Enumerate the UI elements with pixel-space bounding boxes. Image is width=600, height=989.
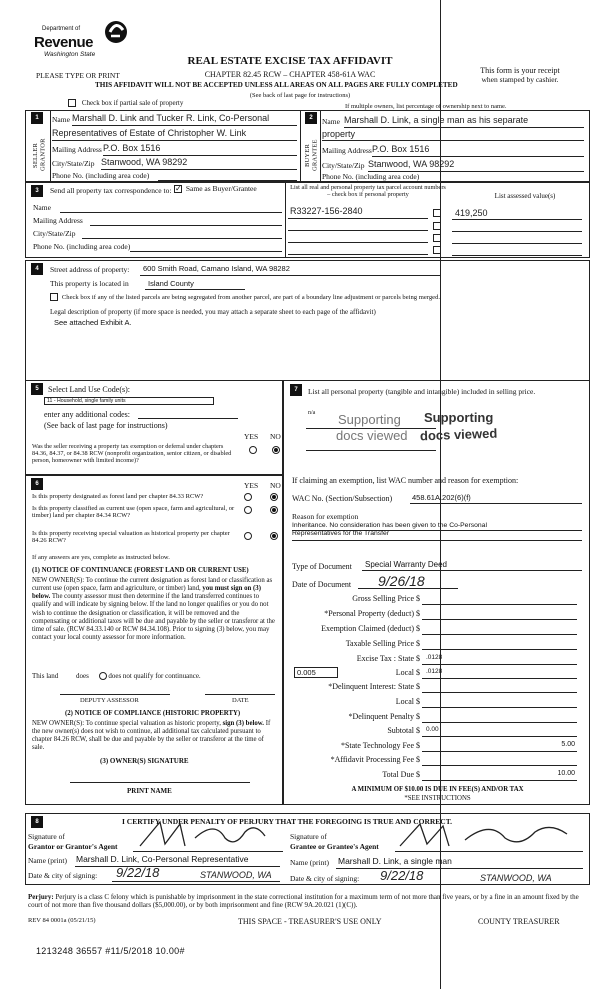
notice-continuance-b: you must sign on (3) below.	[32, 585, 261, 601]
corr-name-label: Name	[33, 203, 51, 212]
tax-row-value[interactable]: 5.00	[561, 741, 575, 748]
s6-no-header: NO	[270, 481, 281, 490]
stamp-supporting: Supporting	[424, 410, 494, 425]
grantee-date[interactable]: 9/22/18	[380, 868, 424, 883]
buyer-mail[interactable]: P.O. Box 1516	[372, 144, 430, 154]
current-use-question: Is this property classified as current use (open space, farm and agricultural, or timber) land per chapter 84.34 RCW?	[32, 505, 235, 520]
seller-name-label: Name	[52, 115, 70, 124]
grantor-sig-label-1: Signature of	[28, 832, 65, 841]
grantee-city[interactable]: STANWOOD, WA	[480, 873, 552, 883]
personal-property-value[interactable]: n/a	[308, 410, 316, 416]
doc-date-line	[358, 588, 458, 589]
same-as-label: Same as Buyer/Grantee	[185, 184, 257, 193]
dept-small: Department of	[42, 26, 81, 32]
corr-mail-label: Mailing Address	[33, 216, 83, 225]
buyer-mail-line	[372, 156, 584, 157]
county-treasurer: COUNTY TREASURER	[478, 917, 560, 926]
partial-sale-checkbox[interactable]	[68, 99, 76, 107]
tax-row-line	[422, 722, 577, 723]
personal-prop-checkbox-4[interactable]	[433, 246, 441, 254]
tax-row-label: *State Technology Fee $	[340, 741, 420, 750]
forest-land-question: Is this property designated as forest land per chapter 84.33 RCW?	[32, 493, 204, 500]
buyer-mail-label: Mailing Address	[322, 146, 372, 155]
street-line	[140, 275, 440, 276]
segregated-row	[50, 293, 580, 302]
tax-row-line	[422, 664, 577, 665]
seller-name-line-1	[72, 125, 297, 126]
minimum-due-note: A MINIMUM OF $10.00 IS DUE IN FEE(S) AND/OR TAX	[351, 786, 524, 793]
wac-line	[410, 503, 582, 504]
buyer-name-line-1	[344, 127, 584, 128]
parcel-line-4	[288, 254, 428, 255]
grantor-sig-label-2: Grantor or Grantor's Agent	[28, 842, 118, 851]
tax-row-label: Local $	[395, 668, 420, 677]
form-title: REAL ESTATE EXCISE TAX AFFIDAVIT	[187, 55, 393, 67]
seller-city-line	[101, 169, 297, 170]
stamp-docs-viewed: docs viewed	[419, 425, 498, 444]
land-use-label: Select Land Use Code(s):	[48, 385, 130, 394]
treasurer-space: THIS SPACE - TREASURER'S USE ONLY	[238, 917, 382, 926]
personal-prop-line-2	[306, 450, 436, 451]
tax-row-label: Taxable Selling Price $	[345, 639, 420, 648]
parcel-line-3	[288, 242, 428, 243]
seller-name-2[interactable]: Representatives of Estate of Christopher W. Link	[52, 128, 247, 138]
seller-mail[interactable]: P.O. Box 1516	[103, 143, 161, 153]
grantor-date[interactable]: 9/22/18	[116, 865, 160, 880]
rev-number: REV 84 0001a (05/21/15)	[28, 917, 96, 924]
tax-row-line	[422, 649, 577, 650]
grantor-name-line	[75, 866, 280, 867]
corr-city-line	[82, 238, 282, 239]
section-3-number: 3	[31, 185, 43, 197]
doc-type-label: Type of Document	[292, 562, 352, 571]
tax-row-line	[422, 707, 577, 708]
street-address[interactable]: 600 Smith Road, Camano Island, WA 98282	[143, 264, 290, 273]
see-instructions-note: *SEE INSTRUCTIONS	[404, 795, 471, 802]
wac-value[interactable]: 458.61A.202(6)(f)	[412, 493, 471, 502]
parcel-header: List all real and personal property tax parcel account numbers – check box if personal property	[290, 184, 446, 199]
personal-prop-checkbox-1[interactable]	[433, 209, 441, 217]
tax-row-line	[422, 604, 577, 605]
stamp-faint-1: Supporting	[338, 412, 401, 427]
notice-compliance-title: (2) NOTICE OF COMPLIANCE (HISTORIC PROPERTY)	[65, 710, 241, 717]
reason-2[interactable]: Representatives for the Transfer	[292, 530, 390, 537]
notice-continuance-title: (1) NOTICE OF CONTINUANCE (FOREST LAND OR CURRENT USE)	[32, 567, 249, 574]
county-line	[145, 289, 245, 290]
additional-codes-line	[138, 418, 238, 419]
dept-state: Washington State	[44, 51, 96, 58]
historic-no-radio[interactable]	[270, 532, 278, 540]
tax-row-line	[422, 765, 577, 766]
section-4-number: 4	[31, 263, 43, 275]
does-not-radio[interactable]	[99, 672, 107, 680]
section-2-number: 2	[305, 112, 317, 124]
section-1-number: 1	[31, 112, 43, 124]
tax-row-label: *Personal Property (deduct) $	[324, 609, 420, 618]
same-as-row	[174, 185, 257, 194]
grantee-sig-label-1: Signature of	[290, 832, 327, 841]
same-as-checkbox[interactable]: ✓	[175, 184, 182, 194]
exemption-question: Was the seller receiving a property tax exemption or deferral under chapters 84.36, 84.37, or 84.38 RCW (nonprofit organization, senior citizen, or disabled person, homeowner with limited income)?	[32, 443, 232, 465]
tax-row-label: *Delinquent Interest: State $	[328, 682, 420, 691]
seller-mail-label: Mailing Address	[52, 145, 102, 154]
dor-logo	[34, 8, 130, 63]
tax-row-label: *Delinquent Penalty $	[348, 712, 420, 721]
personal-prop-checkbox-2[interactable]	[433, 222, 441, 230]
certify-statement: I CERTIFY UNDER PENALTY OF PERJURY THAT THE FOREGOING IS TRUE AND CORRECT.	[122, 817, 453, 826]
see-back-note: (See back of last page for instructions)	[249, 92, 351, 99]
form-warning: THIS AFFIDAVIT WILL NOT BE ACCEPTED UNLESS ALL AREAS ON ALL PAGES ARE FULLY COMPLETED	[95, 81, 458, 89]
forest-yes-radio[interactable]	[244, 493, 252, 501]
assessed-line-4	[452, 255, 582, 256]
located-label: This property is located in	[50, 279, 129, 288]
if-yes-note: If any answers are yes, complete as instructed below.	[32, 554, 170, 561]
notice-compliance-b: sign (3) below.	[222, 720, 264, 727]
tax-row-line	[422, 619, 577, 620]
notice-compliance-a: NEW OWNER(S): To continue special valuation as historic property,	[32, 720, 221, 727]
notice-continuance-text	[32, 577, 277, 642]
buyer-phone-label: Phone No. (including area code)	[322, 172, 420, 181]
print-name-label: PRINT NAME	[127, 787, 172, 795]
section-7-number: 7	[290, 384, 302, 396]
assessed-header: List assessed value(s)	[494, 192, 556, 200]
segregated-label: Check box if any of the listed parcels are being segregated from another parcel, are part of a boundary line adjustment or parcels being merged.	[61, 294, 441, 301]
notice-compliance-text	[32, 720, 277, 753]
personal-property-label: List all personal property (tangible and intangible) included in selling price.	[308, 387, 536, 396]
section-8-number: 8	[31, 816, 43, 828]
buyer-name-line-2	[322, 140, 584, 141]
tax-row-line	[422, 780, 577, 781]
grantor-signature-icon	[135, 818, 275, 850]
notice-continuance-c: The county assessor must then determine if the land transferred continues to qualify and will indicate by signing below. If the land no longer qualifies or you do not wish to continue the designation or classification, it will be removed and the compensating or additional taxes will be due and payable by the seller or transferor at the time of sale. (RCW 84.33.140 or RCW 84.34.108). Prior to signing (3) below, you may contact your local county assessor for more information.	[32, 593, 275, 642]
tax-row-line	[422, 751, 577, 752]
current-use-no-radio[interactable]	[270, 506, 278, 514]
parcel-line-2	[288, 230, 428, 231]
grantee-date-line	[376, 884, 583, 885]
tax-row-label: Gross Selling Price $	[352, 594, 420, 603]
tax-row-line	[422, 736, 577, 737]
historic-yes-radio[interactable]	[244, 532, 252, 540]
s5-yes-header: YES	[244, 432, 259, 441]
seller-name-line-2	[52, 140, 297, 141]
forest-no-radio[interactable]	[270, 493, 278, 501]
parcel-number[interactable]: R33227-156-2840	[290, 206, 363, 216]
doc-type-line	[362, 570, 582, 571]
seller-phone-label: Phone No. (including area code)	[52, 171, 150, 180]
corr-mail-line	[90, 225, 282, 226]
tax-row-label: Excise Tax : State $	[356, 654, 420, 663]
tax-row-value[interactable]: 10.00	[557, 770, 575, 777]
receipt-note-1: This form is your receipt	[480, 66, 560, 75]
exemption-yes-radio[interactable]	[249, 446, 257, 454]
multiple-owners-note: If multiple owners, list percentage of ownership next to name.	[345, 103, 507, 110]
grantor-name-label: Name (print)	[28, 856, 67, 865]
buyer-name-1[interactable]: Marshall D. Link, a single man as his separate	[344, 115, 529, 125]
grantee-sig-label-2: Grantee or Grantee's Agent	[290, 842, 379, 851]
corr-phone-label: Phone No. (including area code)	[33, 242, 131, 251]
grantee-name-line	[336, 868, 583, 869]
local-rate-box[interactable]: 0.005	[294, 667, 338, 678]
seller-side-divider	[50, 110, 51, 182]
historic-question: Is this property receiving special valuation as historical property per chapter 84.26 RCW?	[32, 530, 230, 545]
assessed-line-1	[452, 219, 582, 220]
claim-exemption-label: If claiming an exemption, list WAC number and reason for exemption:	[292, 476, 519, 485]
perjury-notice	[28, 893, 588, 910]
section-5-number: 5	[31, 383, 43, 395]
notice-compliance-c: If the new owner(s) does not wish to continue, all additional tax calculated pursuant to chapter 84.26 RCW, shall be due and payable by the seller or transferor at the time of sale.	[32, 720, 271, 752]
parcel-line-1	[288, 218, 428, 219]
form-chapter: CHAPTER 82.45 RCW – CHAPTER 458-61A WAC	[204, 70, 376, 79]
qualify-label: qualify for continuance.	[133, 672, 201, 680]
assessed-value[interactable]: 419,250	[455, 208, 488, 218]
tax-row-value[interactable]: .0128	[426, 654, 443, 661]
assessed-line-3	[452, 243, 582, 244]
seller-city-label: City/State/Zip	[52, 159, 95, 168]
seller-buyer-divider	[300, 110, 301, 182]
tax-row-line	[422, 678, 577, 679]
tax-row-label: Subtotal $	[387, 726, 420, 735]
grantor-city[interactable]: STANWOOD, WA	[200, 870, 272, 880]
wac-label: WAC No. (Section/Subsection)	[292, 494, 393, 503]
owner-signature-label: (3) OWNER(S) SIGNATURE	[100, 757, 189, 765]
grantee-date-label: Date & city of signing:	[290, 874, 360, 883]
buyer-side-divider	[320, 110, 321, 182]
send-correspondence-label: Send all property tax correspondence to:	[50, 186, 172, 195]
land-use-see-back: (See back of last page for instructions)	[44, 421, 168, 430]
grantee-sig-line	[395, 851, 583, 852]
grantor-date-line	[112, 881, 280, 882]
buyer-city-label: City/State/Zip	[322, 161, 365, 170]
dept-big: Revenue	[34, 34, 94, 51]
please-type: PLEASE TYPE OR PRINT	[36, 71, 120, 80]
notice-continuance-a: NEW OWNER(S): To continue the current designation as forest land or classification as current use (open space, farm and agriculture, or timber) land,	[32, 577, 273, 593]
land-use-select[interactable]: 11 - Household, single family units	[44, 397, 214, 405]
section-3-divider	[285, 182, 286, 258]
grantor-sig-line	[133, 851, 283, 852]
reason-label: Reason for exemption	[292, 512, 359, 521]
perjury-bold: Perjury:	[28, 893, 54, 901]
tax-row-label: *Affidavit Processing Fee $	[330, 755, 420, 764]
partial-sale-label: Check box if partial sale of property	[81, 99, 184, 107]
partial-sale-row	[68, 99, 183, 108]
seller-city[interactable]: Stanwood, WA 98292	[101, 157, 188, 167]
legal-label: Legal description of property (if more space is needed, you may attach a separate sheet to each page of the affidavit)	[50, 308, 376, 316]
corr-phone-line	[130, 251, 282, 252]
does-label: does	[76, 672, 89, 680]
deputy-line	[60, 694, 170, 695]
reason-1[interactable]: Inheritance. No consideration has been given to the Co-Personal	[292, 522, 487, 529]
receipt-note-2: when stamped by cashier.	[481, 75, 559, 84]
assessed-line-2	[452, 231, 582, 232]
grantor-name-print[interactable]: Marshall D. Link, Co-Personal Representative	[76, 854, 249, 864]
this-land-row	[32, 672, 201, 680]
doc-type-value[interactable]: Special Warranty Deed	[365, 560, 447, 569]
seller-name-1[interactable]: Marshall D. Link and Tucker R. Link, Co-Personal	[72, 113, 270, 123]
grantee-signature[interactable]	[395, 818, 575, 850]
s5-no-header: NO	[270, 432, 281, 441]
tax-row-label: Exemption Claimed (deduct) $	[321, 624, 420, 633]
corr-city-label: City/State/Zip	[33, 229, 76, 238]
personal-prop-checkbox-3[interactable]	[433, 234, 441, 242]
seller-phone-line	[158, 180, 297, 181]
tax-row-line	[422, 692, 577, 693]
s6-yes-header: YES	[244, 481, 259, 490]
treasurer-receipt: 1213248 36557 #11/5/2018 10.00#	[36, 946, 185, 956]
deputy-label: DEPUTY ASSESSOR	[80, 697, 139, 704]
deputy-date-line	[205, 694, 275, 695]
tax-row-value[interactable]: 0.00	[426, 726, 439, 733]
buyer-city[interactable]: Stanwood, WA 98292	[368, 159, 455, 169]
grantee-signature-icon	[395, 818, 575, 850]
print-name-line	[70, 782, 250, 783]
doc-date-value[interactable]: 9/26/18	[378, 573, 425, 589]
buyer-name-label: Name	[322, 117, 340, 126]
reason-line-2	[292, 540, 582, 541]
additional-codes-label: enter any additional codes:	[44, 410, 130, 419]
grantee-name-print[interactable]: Marshall D. Link, a single man	[338, 856, 452, 866]
tax-row-value[interactable]: .0128	[426, 668, 443, 675]
legal-description[interactable]: See attached Exhibit A.	[54, 318, 132, 327]
buyer-name-2[interactable]: property	[322, 129, 356, 139]
deputy-date-label: DATE	[232, 697, 249, 704]
seller-mail-line	[103, 155, 297, 156]
buyer-side-label: BUYER GRANTEE	[304, 139, 319, 171]
this-land-label: This land	[32, 672, 59, 680]
section-6-number: 6	[31, 478, 43, 490]
stamp-faint-2: docs viewed	[336, 428, 408, 443]
tax-row-label: Local $	[395, 697, 420, 706]
county[interactable]: Island County	[148, 279, 194, 288]
doc-date-label: Date of Document	[292, 580, 352, 589]
tax-row-label: Total Due $	[382, 770, 420, 779]
does-not-label: does not	[108, 672, 132, 680]
exemption-no-radio[interactable]	[272, 446, 280, 454]
seller-side-label: SELLER GRANTOR	[32, 138, 47, 172]
grantor-signature[interactable]	[135, 818, 275, 850]
street-label: Street address of property:	[50, 265, 130, 274]
perjury-text: Perjury is a class C felony which is punishable by imprisonment in the state correctional institution for a maximum term of not more than five years, or by a fine in an amount fixed by the court of not more than five thousand dollars ($5,000.00), or by both imprisonment and fine (RCW 9A.20.021 (1)(C)).	[28, 893, 579, 910]
corr-name-line	[60, 212, 282, 213]
grantee-name-label: Name (print)	[290, 858, 329, 867]
grantor-date-label: Date & city of signing:	[28, 871, 98, 880]
tax-row-line	[422, 634, 577, 635]
segregated-checkbox[interactable]	[50, 293, 58, 301]
current-use-yes-radio[interactable]	[244, 506, 252, 514]
